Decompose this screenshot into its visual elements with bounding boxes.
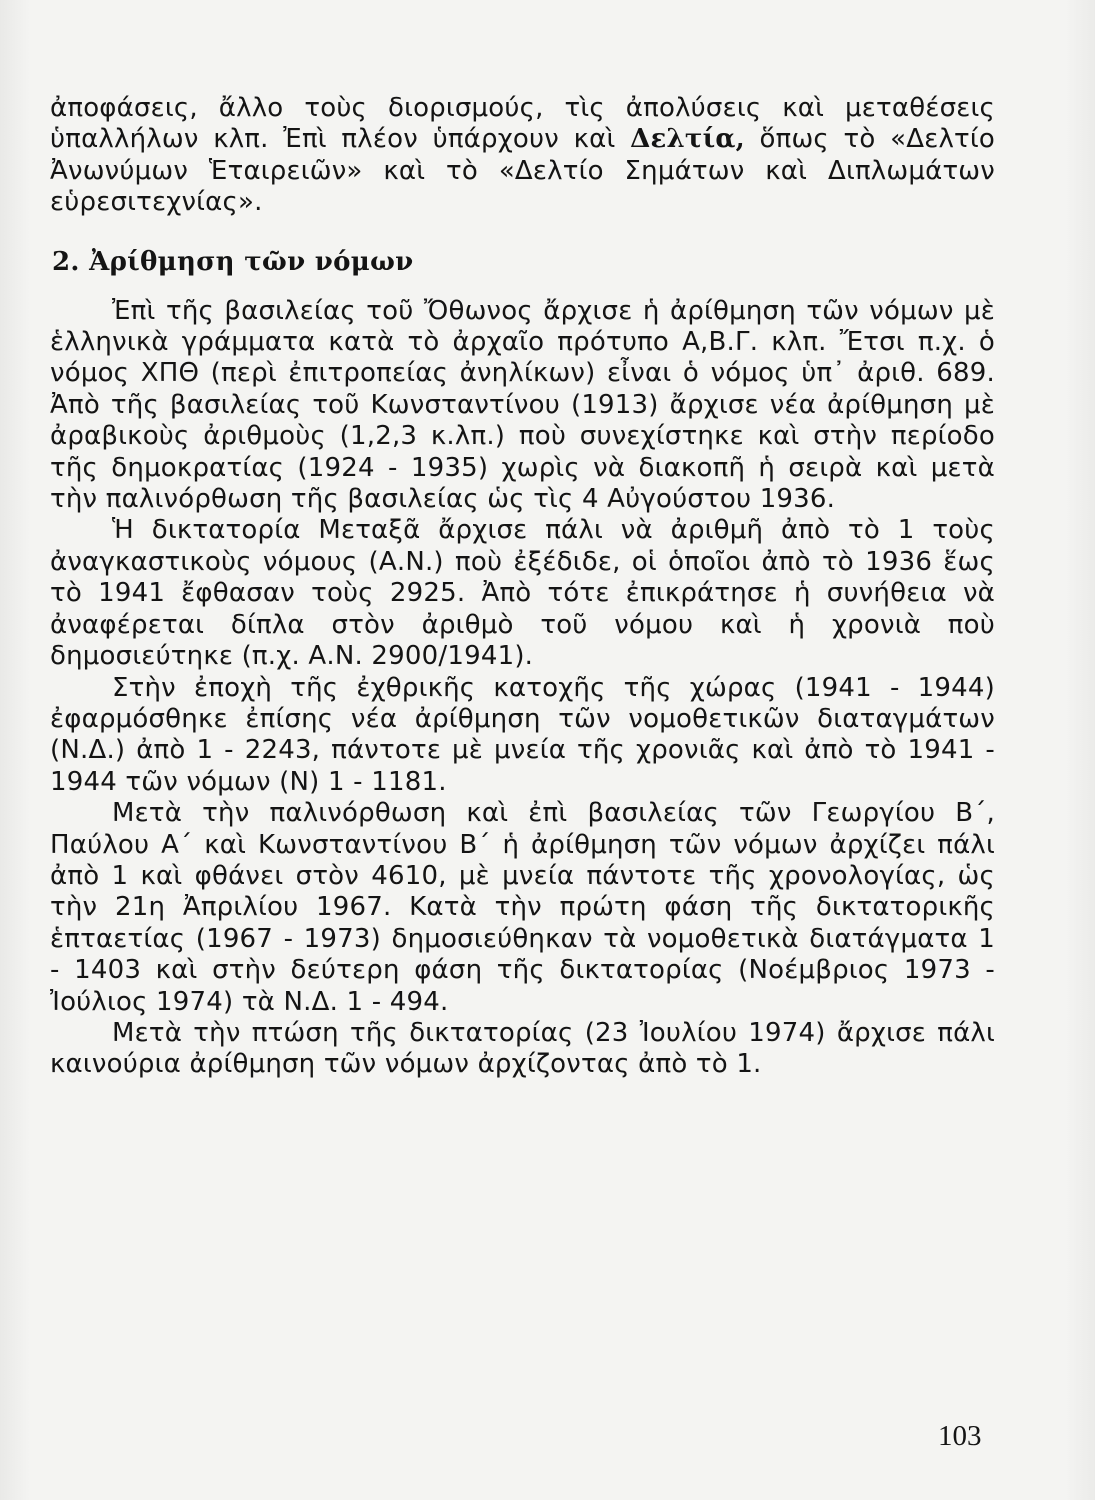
paragraph-occupation: Στὴν ἐποχὴ τῆς ἐχθρικῆς κατοχῆς τῆς χώρας (1941 - 1944) ἐφαρμόσθηκε ἐπίσης νέα ἀρίθμηση τῶν νομοθετικῶν διαταγμάτων (Ν.Δ.) ἀπὸ 1 - 2243, πάντοτε μὲ μνεία τῆς χρονιᾶς καὶ ἀπὸ τὸ 1941 - 1944 τῶν νόμων (Ν) 1 - 1181.	[50, 672, 995, 797]
page-text	[50, 93, 995, 1081]
intro-bold-term: Δελτία,	[630, 124, 745, 155]
paragraph-metaxas-dictatorship: Ἡ δικτατορία Μεταξᾶ ἄρχισε πάλι νὰ ἀριθμῆ ἀπὸ τὸ 1 τοὺς ἀναγκαστικοὺς νόμους (Α.Ν.) ποὺ ἐξέδιδε, οἱ ὁποῖοι ἀπὸ τὸ 1936 ἕως τὸ 1941 ἔφθασαν τοὺς 2925. Ἀπὸ τότε ἐπικράτησε ἡ συνήθεια νὰ ἀναφέρεται δίπλα στὸν ἀριθμὸ τοῦ νόμου καὶ ἡ χρονιὰ ποὺ δημοσιεύτηκε (π.χ. Α.Ν. 2900/1941).	[50, 515, 995, 672]
intro-text-start: ἀποφάσεις, ἄλλο τοὺς διορισμούς, τὶς ἀπολύσεις καὶ μεταθέσεις ὑπαλλήλων κλπ. Ἐπὶ πλέον ὑπάρχουν καὶ	[50, 93, 995, 155]
paragraph-othon-numbering: Ἐπὶ τῆς βασιλείας τοῦ Ὄθωνος ἄρχισε ἡ ἀρίθμηση τῶν νόμων μὲ ἑλληνικὰ γράμματα κατὰ τὸ ἀρχαῖο πρότυπο Α,Β.Γ. κλπ. Ἔτσι π.χ. ὁ νόμος ΧΠΘ (περὶ ἐπιτροπείας ἀνηλίκων) εἶναι ὁ νόμος ὑπ᾽ ἀριθ. 689. Ἀπὸ τῆς βασιλείας τοῦ Κωνσταντίνου (1913) ἄρχισε νέα ἀρίθμηση μὲ ἀραβικοὺς ἀριθμοὺς (1,2,3 κ.λπ.) ποὺ συνεχίστηκε καὶ στὴν περίοδο τῆς δημοκρατίας (1924 - 1935) χωρὶς νὰ διακοπῆ ἡ σειρὰ καὶ μετὰ τὴν παλινόρθωση τῆς βασιλείας ὡς τὶς 4 Αὐγούστου 1936.	[50, 295, 995, 515]
page-number: 103	[938, 1420, 982, 1452]
paragraph-restoration: Μετὰ τὴν παλινόρθωση καὶ ἐπὶ βασιλείας τῶν Γεωργίου Β΄, Παύλου Α΄ καὶ Κωνσταντίνου Β΄ ἡ ἀρίθμηση τῶν νόμων ἀρχίζει πάλι ἀπὸ 1 καὶ φθάνει στὸν 4610, μὲ μνεία πάντοτε τῆς χρονολογίας, ὡς τὴν 21η Ἀπριλίου 1967. Κατὰ τὴν πρώτη φάση τῆς δικτατορικῆς ἑπταετίας (1967 - 1973) δημοσιεύθηκαν τὰ νομοθετικὰ διατάγματα 1 - 1403 καὶ στὴν δεύτερη φάση τῆς δικτατορίας (Νοέμβριος 1973 - Ἰούλιος 1974) τὰ Ν.Δ. 1 - 494.	[50, 798, 995, 1017]
intro-text-end: ὅπως τὸ «Δελτίο Ἀνωνύμων Ἑταιρειῶν» καὶ τὸ «Δελτίο Σημάτων καὶ Διπλωμάτων εὑρεσιτεχνίας».	[50, 124, 996, 218]
intro-paragraph	[50, 93, 995, 219]
section-heading: 2. Ἀρίθμηση τῶν νόμων	[52, 246, 414, 277]
paragraph-after-dictatorship: Μετὰ τὴν πτώση τῆς δικτατορίας (23 Ἰουλίου 1974) ἄρχισε πάλι καινούρια ἀρίθμηση τῶν νόμων ἀρχίζοντας ἀπὸ τὸ 1.	[50, 1017, 995, 1080]
